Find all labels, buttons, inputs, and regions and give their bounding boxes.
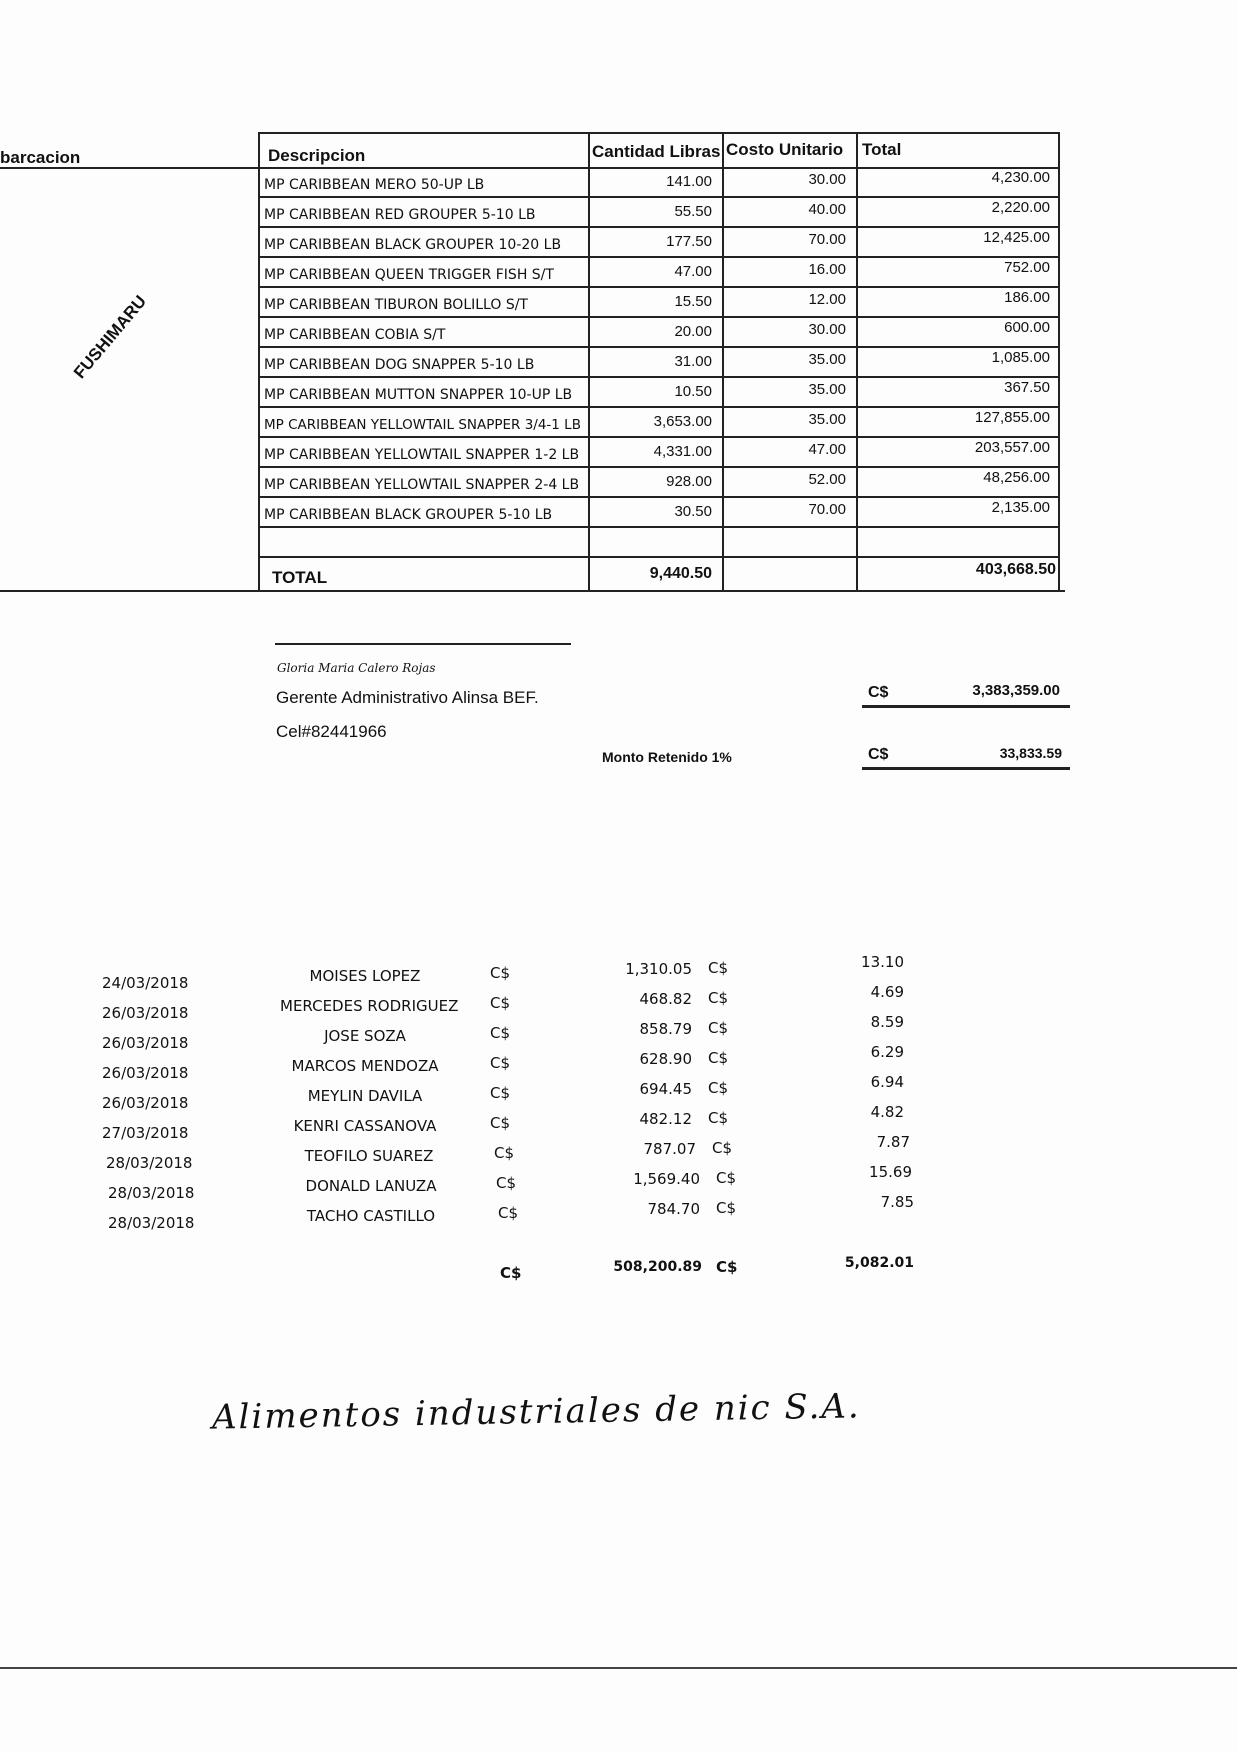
total-label: TOTAL (272, 568, 328, 587)
payment-date: 26/03/2018 (102, 1034, 189, 1052)
payment-name: MOISES LOPEZ (309, 967, 421, 985)
row-desc: MP CARIBBEAN COBIA S/T (264, 327, 446, 343)
payment-retained: 4.69 (870, 983, 904, 1001)
retenido-currency: C$ (868, 746, 889, 763)
row-costo: 16.00 (808, 261, 846, 278)
retenido-amount: 33,833.59 (999, 745, 1062, 761)
payment-retained: 7.85 (880, 1193, 914, 1211)
row-total: 12,425.00 (983, 229, 1050, 246)
payment-currency: C$ (498, 1204, 519, 1222)
payment-amount: 1,310.05 (625, 960, 692, 978)
row-total: 600.00 (1004, 319, 1050, 336)
row-cantidad: 47.00 (674, 263, 712, 280)
row-desc: MP CARIBBEAN TIBURON BOLILLO S/T (264, 297, 528, 313)
payment-name: JOSE SOZA (324, 1027, 406, 1045)
row-cantidad: 30.50 (674, 503, 712, 520)
row-desc: MP CARIBBEAN YELLOWTAIL SNAPPER 1-2 LB (264, 447, 580, 463)
payment-date: 24/03/2018 (102, 974, 189, 992)
payment-name: KENRI CASSANOVA (293, 1117, 437, 1135)
row-cantidad: 31.00 (674, 353, 712, 370)
row-costo: 52.00 (808, 471, 846, 488)
payment-date: 28/03/2018 (106, 1154, 193, 1172)
page-bottom-edge (0, 1667, 1237, 1669)
payment-amount: 694.45 (639, 1080, 692, 1098)
payment-currency: C$ (716, 1199, 737, 1217)
payments-total-retained: 5,082.01 (844, 1255, 914, 1271)
payment-currency: C$ (708, 1049, 729, 1067)
payment-retained: 4.82 (870, 1103, 904, 1121)
row-costo: 12.00 (808, 291, 846, 308)
payments-total-currency: C$ (500, 1264, 522, 1282)
row-total: 48,256.00 (983, 469, 1050, 486)
row-total: 2,220.00 (991, 199, 1050, 216)
row-cantidad: 15.50 (674, 293, 712, 310)
payment-currency: C$ (708, 989, 729, 1007)
payment-retained: 8.59 (870, 1013, 904, 1031)
payment-date: 28/03/2018 (108, 1184, 195, 1202)
row-desc: MP CARIBBEAN QUEEN TRIGGER FISH S/T (264, 267, 554, 283)
row-cantidad: 177.50 (666, 233, 712, 250)
payment-currency: C$ (494, 1144, 515, 1162)
row-cantidad: 20.00 (674, 323, 712, 340)
payment-currency: C$ (490, 1114, 511, 1132)
row-total: 1,085.00 (991, 349, 1050, 366)
payments-total-currency-2: C$ (716, 1258, 738, 1276)
summary-underline (862, 705, 1070, 708)
header-total: Total (862, 140, 902, 159)
payment-currency: C$ (496, 1174, 517, 1192)
payment-currency: C$ (490, 994, 511, 1012)
row-costo: 30.00 (808, 171, 846, 188)
payment-currency: C$ (490, 1024, 511, 1042)
payment-date: 26/03/2018 (102, 1094, 189, 1112)
payment-retained: 13.10 (861, 953, 904, 971)
signatory-name: Gloria Maria Calero Rojas (277, 661, 436, 675)
payment-date: 28/03/2018 (108, 1214, 195, 1232)
row-cantidad: 10.50 (674, 383, 712, 400)
payment-currency: C$ (490, 964, 511, 982)
payment-currency: C$ (712, 1139, 733, 1157)
row-total: 367.50 (1004, 379, 1050, 396)
payment-name: MARCOS MENDOZA (291, 1057, 439, 1075)
payments-total-amount: 508,200.89 (613, 1259, 702, 1275)
payment-retained: 6.29 (870, 1043, 904, 1061)
row-desc: MP CARIBBEAN MUTTON SNAPPER 10-UP LB (264, 387, 573, 403)
payment-name: TEOFILO SUAREZ (304, 1147, 434, 1165)
retenido-label: Monto Retenido 1% (602, 749, 732, 765)
payment-amount: 787.07 (643, 1140, 696, 1158)
signature-line (275, 643, 571, 645)
row-cantidad: 141.00 (666, 173, 712, 190)
row-desc: MP CARIBBEAN RED GROUPER 5-10 LB (264, 207, 536, 223)
payment-amount: 482.12 (639, 1110, 692, 1128)
total-cantidad: 9,440.50 (649, 565, 712, 582)
row-costo: 70.00 (808, 501, 846, 518)
signatory-title: Gerente Administrativo Alinsa BEF. (276, 688, 539, 707)
payment-currency: C$ (708, 1019, 729, 1037)
row-costo: 70.00 (808, 231, 846, 248)
header-embarcacion: barcacion (0, 148, 81, 167)
payment-amount: 858.79 (639, 1020, 692, 1038)
payment-amount: 468.82 (639, 990, 692, 1008)
row-total: 4,230.00 (991, 169, 1050, 186)
payment-currency: C$ (708, 1079, 729, 1097)
row-costo: 30.00 (808, 321, 846, 338)
payment-name: TACHO CASTILLO (306, 1207, 436, 1225)
row-desc: MP CARIBBEAN BLACK GROUPER 10-20 LB (264, 237, 562, 253)
row-costo: 35.00 (808, 351, 846, 368)
payment-currency: C$ (708, 959, 729, 977)
row-desc: MP CARIBBEAN DOG SNAPPER 5-10 LB (264, 357, 535, 373)
payment-amount: 784.70 (647, 1200, 700, 1218)
row-total: 752.00 (1004, 259, 1050, 276)
payment-currency: C$ (490, 1054, 511, 1072)
total-amount: 403,668.50 (975, 561, 1056, 578)
row-costo: 35.00 (808, 411, 846, 428)
summary-currency: C$ (868, 684, 889, 701)
row-cantidad: 55.50 (674, 203, 712, 220)
payment-name: MEYLIN DAVILA (307, 1087, 423, 1105)
payment-retained: 15.69 (869, 1163, 912, 1181)
payment-retained: 7.87 (876, 1133, 910, 1151)
payment-amount: 1,569.40 (633, 1170, 700, 1188)
header-cantidad: Cantidad Libras (592, 142, 721, 161)
row-total: 127,855.00 (974, 409, 1050, 426)
row-total: 186.00 (1004, 289, 1050, 306)
row-costo: 35.00 (808, 381, 846, 398)
payment-date: 26/03/2018 (102, 1004, 189, 1022)
row-total: 203,557.00 (974, 439, 1050, 456)
payment-amount: 628.90 (639, 1050, 692, 1068)
row-cantidad: 4,331.00 (653, 443, 712, 460)
row-cantidad: 928.00 (666, 473, 712, 490)
retenido-underline (862, 767, 1070, 770)
row-costo: 47.00 (808, 441, 846, 458)
payment-currency: C$ (708, 1109, 729, 1127)
row-desc: MP CARIBBEAN YELLOWTAIL SNAPPER 3/4-1 LB (264, 417, 581, 433)
row-desc: MP CARIBBEAN BLACK GROUPER 5-10 LB (264, 507, 553, 523)
payment-name: MERCEDES RODRIGUEZ (280, 997, 459, 1015)
vessel-name: FUSHIMARU (70, 291, 151, 383)
payment-date: 27/03/2018 (102, 1124, 189, 1142)
row-costo: 40.00 (808, 201, 846, 218)
payment-date: 26/03/2018 (102, 1064, 189, 1082)
handwritten-company-name: Alimentos industriales de nic S.A. (211, 1386, 862, 1438)
row-desc: MP CARIBBEAN YELLOWTAIL SNAPPER 2-4 LB (264, 477, 580, 493)
summary-amount: 3,383,359.00 (972, 682, 1060, 699)
row-total: 2,135.00 (991, 499, 1050, 516)
row-cantidad: 3,653.00 (653, 413, 712, 430)
row-desc: MP CARIBBEAN MERO 50-UP LB (264, 177, 485, 193)
signatory-cel: Cel#82441966 (276, 722, 387, 741)
header-descripcion: Descripcion (268, 146, 366, 165)
header-costo: Costo Unitario (726, 140, 844, 159)
payment-currency: C$ (490, 1084, 511, 1102)
payment-name: DONALD LANUZA (305, 1177, 437, 1195)
payment-retained: 6.94 (870, 1073, 904, 1091)
payment-currency: C$ (716, 1169, 737, 1187)
